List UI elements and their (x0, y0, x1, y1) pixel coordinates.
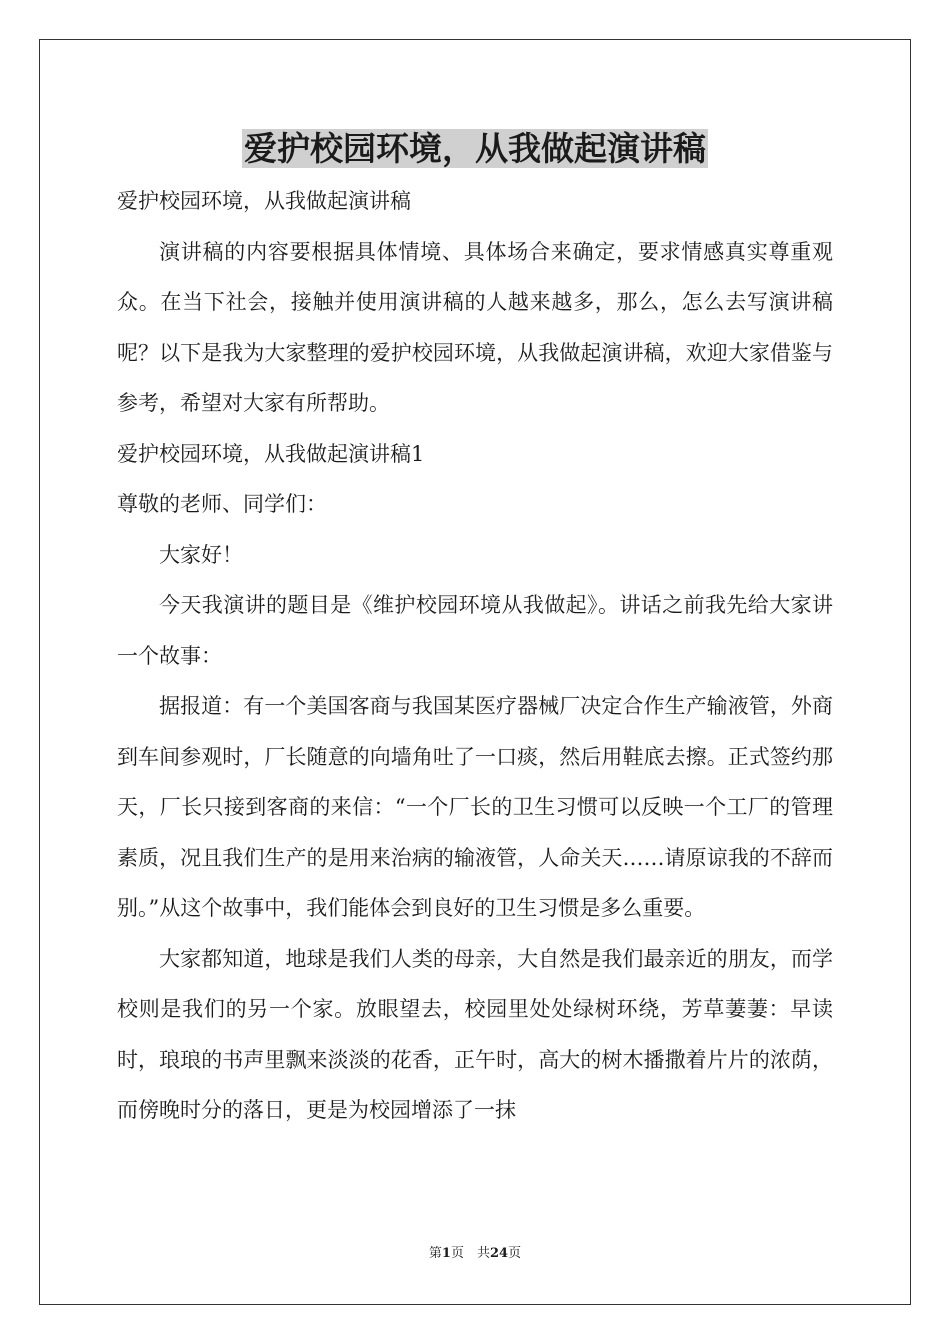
footer-page-suffix: 页 (508, 1246, 522, 1261)
document-title (0, 124, 950, 174)
footer-page-current: 1 (441, 1246, 451, 1261)
page-footer (0, 1244, 950, 1264)
body-paragraph: 尊敬的老师、同学们： (117, 492, 327, 516)
body-paragraph: 大家好！ (159, 542, 243, 567)
body-paragraph: 据报道：有一个美国客商与我国某医疗器械厂决定合作生产输液管，外商到车间参观时，厂长随意的向墙角吐了一口痰，然后用鞋底去擦。正式签约那天，厂长只接到客商的来信：“一个厂长的卫生习惯可以反映一个工厂的管理素质，况且我们生产的是用来治病的输液管，人命关天……请原谅我的不辞而别。”从这个故事中，我们能体会到良好的卫生习惯是多么重要。 (117, 694, 833, 920)
document-title-text: 爱护校园环境，从我做起演讲稿 (244, 129, 706, 168)
footer-page-prefix: 第 (428, 1246, 442, 1261)
footer-page-mid: 页 共 (450, 1246, 490, 1261)
footer-page-total: 24 (489, 1246, 509, 1261)
body-paragraph: 演讲稿的内容要根据具体情境、具体场合来确定，要求情感真实尊重观众。在当下社会，接触并使用演讲稿的人越来越多，那么，怎么去写演讲稿呢？以下是我为大家整理的爱护校园环境，从我做起演讲稿，欢迎大家借鉴与参考，希望对大家有所帮助。 (117, 239, 833, 415)
body-paragraph: 大家都知道，地球是我们人类的母亲，大自然是我们最亲近的朋友，而学校则是我们的另一个家。放眼望去，校园里处处绿树环绕，芳草萋萋：早读时，琅琅的书声里飘来淡淡的花香，正午时，高大的树木播撒着片片的浓荫，而傍晚时分的落日，更是为校园增添了一抹 (117, 946, 833, 1122)
body-paragraph: 爱护校园环境，从我做起演讲稿 (117, 189, 411, 213)
body-paragraph: 今天我演讲的题目是《维护校园环境从我做起》。讲话之前我先给大家讲一个故事： (117, 593, 833, 668)
document-body (117, 176, 833, 1136)
body-paragraph: 爱护校园环境，从我做起演讲稿1 (117, 441, 425, 466)
